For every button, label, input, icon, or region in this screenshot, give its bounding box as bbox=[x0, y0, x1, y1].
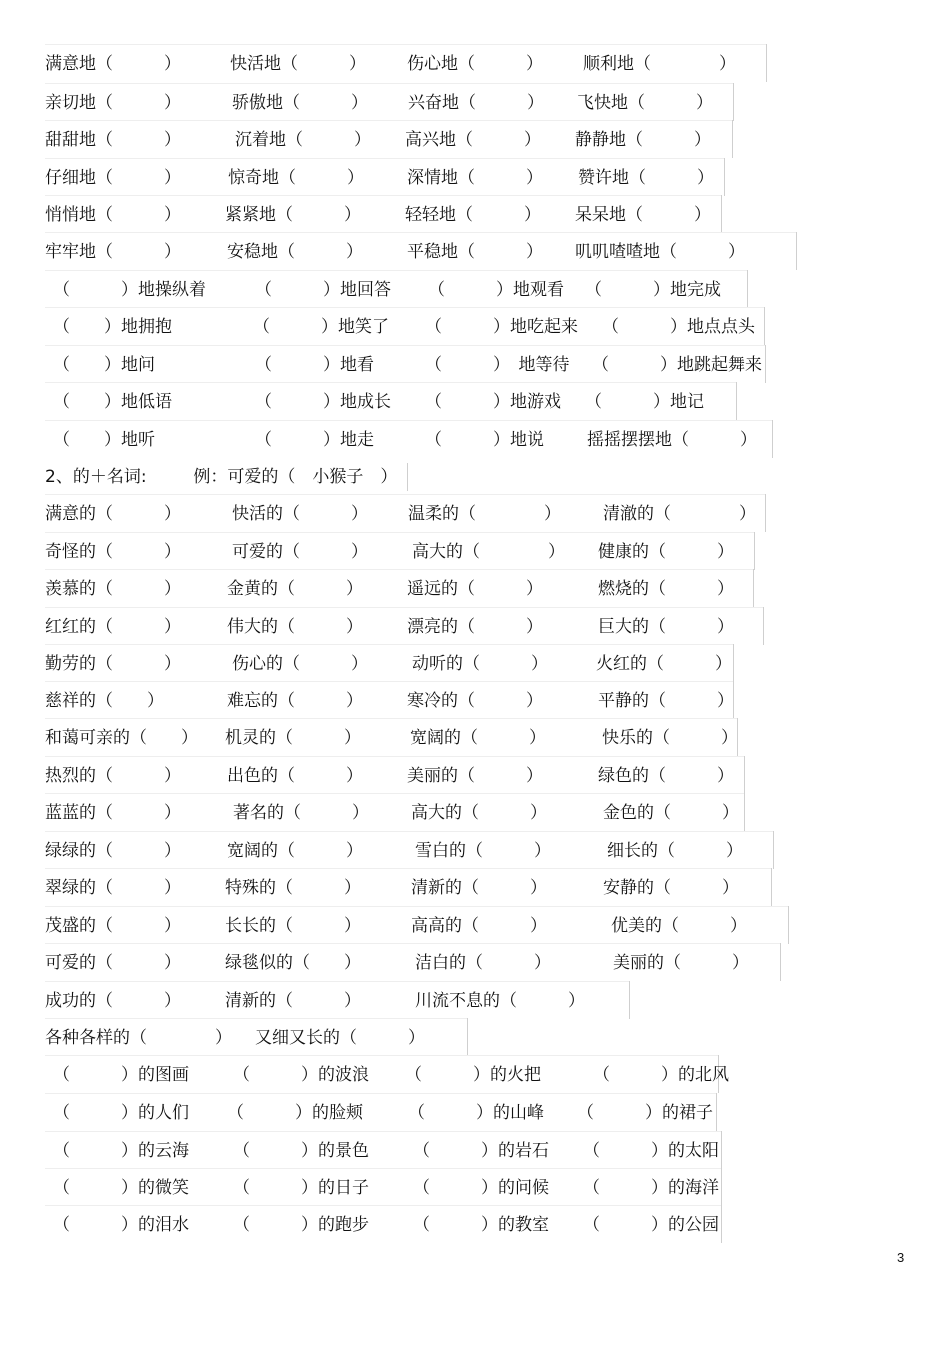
noun-fill-blank-item[interactable]: 满意的（ ） bbox=[45, 504, 181, 524]
adverb-fill-blank-item[interactable]: （ ）地观看 bbox=[428, 280, 564, 300]
noun-fill-blank-item[interactable]: （ ）的裙子 bbox=[577, 1103, 713, 1123]
adverb-fill-blank-item[interactable]: 飞快地（ ） bbox=[577, 93, 713, 113]
noun-fill-blank-item[interactable]: 巨大的（ ） bbox=[598, 617, 734, 637]
noun-fill-blank-item[interactable]: （ ）的跑步 bbox=[233, 1215, 369, 1235]
adverb-fill-blank-item[interactable]: 摇摇摆摆地（ ） bbox=[587, 430, 757, 450]
adverb-fill-blank-item[interactable]: 仔细地（ ） bbox=[45, 168, 181, 188]
page-number: 3 bbox=[897, 1250, 905, 1265]
adverb-fill-blank-item[interactable]: 赞许地（ ） bbox=[578, 168, 714, 188]
noun-fill-blank-item[interactable]: 机灵的（ ） bbox=[225, 728, 361, 748]
adverb-row bbox=[45, 89, 734, 117]
noun-row bbox=[45, 1024, 468, 1052]
section-2-example: 例：可爱的（ 小猴子 ） bbox=[193, 467, 398, 487]
noun-fill-blank-item[interactable]: 清新的（ ） bbox=[411, 878, 547, 898]
adverb-fill-blank-item[interactable]: （ ）地走 bbox=[255, 430, 374, 450]
noun-fill-blank-item[interactable]: 翠绿的（ ） bbox=[45, 878, 181, 898]
adverb-fill-blank-item[interactable]: 轻轻地（ ） bbox=[405, 205, 541, 225]
noun-row bbox=[45, 500, 766, 528]
noun-fill-blank-item[interactable]: 细长的（ ） bbox=[607, 841, 743, 861]
noun-fill-blank-item[interactable]: 茂盛的（ ） bbox=[45, 916, 181, 936]
noun-fill-blank-item[interactable]: 宽阔的（ ） bbox=[410, 728, 546, 748]
adverb-fill-blank-item[interactable]: 深情地（ ） bbox=[407, 168, 543, 188]
noun-row bbox=[45, 912, 789, 940]
noun-fill-blank-item[interactable]: 绿毯似的（ ） bbox=[225, 953, 361, 973]
noun-fill-blank-item[interactable]: 可爱的（ ） bbox=[45, 953, 181, 973]
adverb-row bbox=[45, 426, 773, 454]
adverb-row bbox=[45, 50, 767, 78]
adverb-fill-blank-item[interactable]: （ ）地听 bbox=[53, 430, 155, 450]
adverb-fill-blank-item[interactable]: （ ）地说 bbox=[425, 430, 544, 450]
noun-fill-blank-item[interactable]: 可爱的（ ） bbox=[232, 542, 368, 562]
adverb-fill-blank-item[interactable]: 亲切地（ ） bbox=[45, 93, 181, 113]
noun-row bbox=[45, 949, 781, 977]
noun-fill-blank-item[interactable]: 高高的（ ） bbox=[411, 916, 547, 936]
noun-fill-blank-item[interactable]: （ ）的景色 bbox=[233, 1141, 369, 1161]
noun-fill-blank-item[interactable]: 燃烧的（ ） bbox=[598, 579, 734, 599]
adverb-fill-blank-item[interactable]: 呆呆地（ ） bbox=[575, 205, 711, 225]
adverb-row bbox=[45, 164, 725, 192]
noun-fill-blank-item[interactable]: 金黄的（ ） bbox=[227, 579, 363, 599]
noun-fill-blank-item[interactable]: （ ）的山峰 bbox=[408, 1103, 544, 1123]
noun-fill-blank-item[interactable]: 特殊的（ ） bbox=[225, 878, 361, 898]
noun-fill-blank-item[interactable]: 成功的（ ） bbox=[45, 991, 181, 1011]
adverb-fill-blank-item[interactable]: （ ）地问 bbox=[53, 355, 155, 375]
adverb-row bbox=[45, 313, 765, 341]
noun-fill-blank-item[interactable]: （ ）的波浪 bbox=[233, 1065, 369, 1085]
adverb-row bbox=[45, 351, 766, 379]
noun-fill-blank-item[interactable]: 奇怪的（ ） bbox=[45, 542, 181, 562]
adverb-fill-blank-item[interactable]: （ ）地回答 bbox=[255, 280, 391, 300]
noun-fill-blank-item[interactable]: 美丽的（ ） bbox=[613, 953, 749, 973]
adverb-fill-blank-item[interactable]: 伤心地（ ） bbox=[407, 54, 543, 74]
noun-fill-blank-item[interactable]: 温柔的（ ） bbox=[408, 504, 561, 524]
noun-fill-blank-item[interactable]: 快活的（ ） bbox=[232, 504, 368, 524]
adverb-fill-blank-item[interactable]: 牢牢地（ ） bbox=[45, 242, 181, 262]
noun-fill-blank-item[interactable]: 安静的（ ） bbox=[603, 878, 739, 898]
noun-fill-blank-item[interactable]: 羡慕的（ ） bbox=[45, 579, 181, 599]
adverb-fill-blank-item[interactable]: 静静地（ ） bbox=[575, 130, 711, 150]
noun-fill-blank-item[interactable]: 高大的（ ） bbox=[412, 542, 565, 562]
adverb-fill-blank-item[interactable]: （ ）地吃起来 bbox=[425, 317, 578, 337]
adverb-fill-blank-item[interactable]: 紧紧地（ ） bbox=[225, 205, 361, 225]
noun-fill-blank-item[interactable]: 难忘的（ ） bbox=[227, 691, 363, 711]
noun-fill-blank-item[interactable]: 金色的（ ） bbox=[603, 803, 739, 823]
noun-row bbox=[45, 575, 754, 603]
noun-fill-blank-item[interactable]: （ ）的脸颊 bbox=[227, 1103, 363, 1123]
noun-fill-blank-item[interactable]: 各种各样的（ ） bbox=[45, 1028, 232, 1048]
noun-fill-blank-item[interactable]: 慈祥的（ ） bbox=[45, 691, 164, 711]
noun-fill-blank-item[interactable]: 快乐的（ ） bbox=[602, 728, 738, 748]
noun-row bbox=[45, 724, 738, 752]
noun-fill-blank-item[interactable]: 清澈的（ ） bbox=[603, 504, 756, 524]
noun-fill-blank-item[interactable]: 红红的（ ） bbox=[45, 617, 181, 637]
adverb-fill-blank-item[interactable]: 惊奇地（ ） bbox=[228, 168, 364, 188]
adverb-fill-blank-item[interactable]: （ ） 地等待 bbox=[425, 355, 570, 375]
noun-fill-blank-item[interactable]: （ ）的问候 bbox=[413, 1178, 549, 1198]
noun-fill-blank-item[interactable]: 清新的（ ） bbox=[225, 991, 361, 1011]
noun-fill-blank-item[interactable]: 平静的（ ） bbox=[598, 691, 734, 711]
adverb-fill-blank-item[interactable]: （ ）地点点头 bbox=[602, 317, 755, 337]
adverb-row bbox=[45, 276, 748, 304]
noun-fill-blank-item[interactable]: （ ）的海洋 bbox=[583, 1178, 719, 1198]
noun-fill-blank-item[interactable]: （ ）的太阳 bbox=[583, 1141, 719, 1161]
adverb-fill-blank-item[interactable]: 兴奋地（ ） bbox=[408, 93, 544, 113]
noun-fill-blank-item[interactable]: 健康的（ ） bbox=[598, 542, 734, 562]
noun-fill-blank-item[interactable]: 高大的（ ） bbox=[411, 803, 547, 823]
noun-fill-blank-item[interactable]: （ ）的人们 bbox=[53, 1103, 189, 1123]
noun-fill-blank-item[interactable]: （ ）的云海 bbox=[53, 1141, 189, 1161]
noun-row bbox=[45, 687, 734, 715]
noun-row bbox=[45, 799, 745, 827]
adverb-fill-blank-item[interactable]: （ ）地笑了 bbox=[253, 317, 389, 337]
noun-fill-blank-item[interactable]: 动听的（ ） bbox=[412, 654, 548, 674]
adverb-fill-blank-item[interactable]: 叽叽喳喳地（ ） bbox=[575, 242, 745, 262]
noun-fill-blank-item[interactable]: 伤心的（ ） bbox=[232, 654, 368, 674]
adverb-fill-blank-item[interactable]: 顺利地（ ） bbox=[583, 54, 736, 74]
adverb-fill-blank-item[interactable]: 高兴地（ ） bbox=[405, 130, 541, 150]
noun-fill-blank-item[interactable]: 伟大的（ ） bbox=[227, 617, 363, 637]
noun-fill-blank-item[interactable]: （ ）的图画 bbox=[53, 1065, 189, 1085]
adverb-row bbox=[45, 126, 733, 154]
noun-fill-blank-item[interactable]: （ ）的火把 bbox=[405, 1065, 541, 1085]
adverb-fill-blank-item[interactable]: （ ）地完成 bbox=[585, 280, 721, 300]
adverb-fill-blank-item[interactable]: 安稳地（ ） bbox=[227, 242, 363, 262]
adverb-fill-blank-item[interactable]: （ ）地记 bbox=[585, 392, 704, 412]
noun-fill-blank-item[interactable]: 绿色的（ ） bbox=[598, 766, 734, 786]
adverb-fill-blank-item[interactable]: （ ）地跳起舞来 bbox=[592, 355, 762, 375]
noun-row bbox=[45, 837, 774, 865]
noun-row bbox=[45, 1061, 729, 1089]
noun-row bbox=[45, 613, 764, 641]
noun-row bbox=[45, 874, 772, 902]
noun-row bbox=[45, 1137, 722, 1165]
noun-fill-blank-item[interactable]: 遥远的（ ） bbox=[407, 579, 543, 599]
adverb-fill-blank-item[interactable]: （ ）地操纵着 bbox=[53, 280, 206, 300]
adverb-fill-blank-item[interactable]: 快活地（ ） bbox=[230, 54, 366, 74]
adverb-fill-blank-item[interactable]: 骄傲地（ ） bbox=[232, 93, 368, 113]
adverb-fill-blank-item[interactable]: 悄悄地（ ） bbox=[45, 205, 181, 225]
noun-fill-blank-item[interactable]: 宽阔的（ ） bbox=[227, 841, 363, 861]
section-2-heading bbox=[45, 463, 397, 491]
adverb-row bbox=[45, 388, 737, 416]
noun-row bbox=[45, 1099, 717, 1127]
noun-fill-blank-item[interactable]: 和蔼可亲的（ ） bbox=[45, 728, 198, 748]
noun-row bbox=[45, 987, 630, 1015]
noun-fill-blank-item[interactable]: 美丽的（ ） bbox=[407, 766, 543, 786]
adverb-fill-blank-item[interactable]: 满意地（ ） bbox=[45, 54, 181, 74]
noun-fill-blank-item[interactable]: 寒冷的（ ） bbox=[407, 691, 543, 711]
noun-fill-blank-item[interactable]: （ ）的公园 bbox=[583, 1215, 719, 1235]
adverb-fill-blank-item[interactable]: （ ）地低语 bbox=[53, 392, 172, 412]
noun-fill-blank-item[interactable]: 长长的（ ） bbox=[225, 916, 361, 936]
noun-fill-blank-item[interactable]: 绿绿的（ ） bbox=[45, 841, 181, 861]
adverb-fill-blank-item[interactable]: （ ）地游戏 bbox=[425, 392, 561, 412]
adverb-fill-blank-item[interactable]: 甜甜地（ ） bbox=[45, 130, 181, 150]
noun-fill-blank-item[interactable]: （ ）的岩石 bbox=[413, 1141, 549, 1161]
noun-fill-blank-item[interactable]: 优美的（ ） bbox=[611, 916, 747, 936]
noun-fill-blank-item[interactable]: 漂亮的（ ） bbox=[407, 617, 543, 637]
adverb-row bbox=[45, 238, 797, 266]
adverb-fill-blank-item[interactable]: （ ）地成长 bbox=[255, 392, 391, 412]
noun-fill-blank-item[interactable]: 火红的（ ） bbox=[596, 654, 732, 674]
noun-fill-blank-item[interactable]: （ ）的教室 bbox=[413, 1215, 549, 1235]
noun-fill-blank-item[interactable]: （ ）的北风 bbox=[593, 1065, 729, 1085]
noun-fill-blank-item[interactable]: （ ）的日子 bbox=[233, 1178, 369, 1198]
noun-row bbox=[45, 1211, 722, 1239]
section-2-title: 2、的＋名词: bbox=[45, 467, 147, 487]
noun-fill-blank-item[interactable]: 又细又长的（ ） bbox=[255, 1028, 425, 1048]
noun-fill-blank-item[interactable]: 勤劳的（ ） bbox=[45, 654, 181, 674]
adverb-fill-blank-item[interactable]: 沉着地（ ） bbox=[235, 130, 371, 150]
adverb-row bbox=[45, 201, 722, 229]
noun-fill-blank-item[interactable]: 雪白的（ ） bbox=[415, 841, 551, 861]
noun-fill-blank-item[interactable]: 川流不息的（ ） bbox=[415, 991, 585, 1011]
noun-fill-blank-item[interactable]: 热烈的（ ） bbox=[45, 766, 181, 786]
noun-row bbox=[45, 650, 734, 678]
noun-fill-blank-item[interactable]: 出色的（ ） bbox=[227, 766, 363, 786]
noun-fill-blank-item[interactable]: 洁白的（ ） bbox=[415, 953, 551, 973]
adverb-fill-blank-item[interactable]: （ ）地看 bbox=[255, 355, 374, 375]
noun-row bbox=[45, 538, 755, 566]
noun-fill-blank-item[interactable]: 蓝蓝的（ ） bbox=[45, 803, 181, 823]
noun-fill-blank-item[interactable]: （ ）的微笑 bbox=[53, 1178, 189, 1198]
noun-row bbox=[45, 762, 745, 790]
noun-fill-blank-item[interactable]: 著名的（ ） bbox=[233, 803, 369, 823]
noun-row bbox=[45, 1174, 722, 1202]
noun-fill-blank-item[interactable]: （ ）的泪水 bbox=[53, 1215, 189, 1235]
adverb-fill-blank-item[interactable]: （ ）地拥抱 bbox=[53, 317, 172, 337]
adverb-fill-blank-item[interactable]: 平稳地（ ） bbox=[407, 242, 543, 262]
